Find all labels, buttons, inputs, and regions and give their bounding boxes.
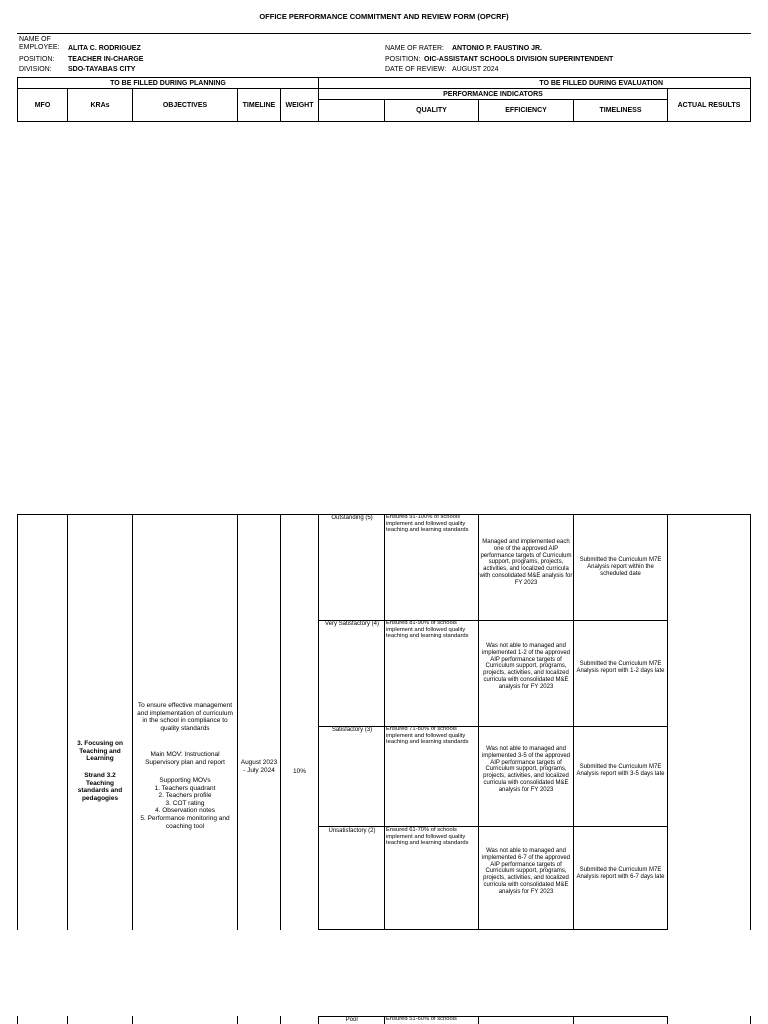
rater-name-value: ANTONIO P. FAUSTINO JR.: [452, 45, 542, 52]
quality-outstanding: Ensured 91-100% of schools implement and followed quality teaching and learning standards: [386, 514, 469, 534]
efficiency-very-satisfactory: Was not able to managed and implemented 1-2 of the approved AIP performance targets of Curriculum support, programs, projects, activities, and localized curricula with consolidated M&E analysis for FY 2023: [481, 643, 571, 690]
review-date-label: DATE OF REVIEW:: [385, 66, 447, 73]
employee-position-value: TEACHER IN-CHARGE: [68, 56, 144, 63]
rating-label-poor: Poor: [345, 1017, 359, 1023]
quality-satisfactory: Ensured 71-80% of schools implement and followed quality teaching and learning standards: [386, 726, 469, 746]
quality-unsatisfactory: Ensured 61-70% of schools implement and followed quality teaching and learning standards: [386, 827, 469, 847]
timeliness-header: TIMELINESS: [599, 107, 642, 114]
rating-label-unsatisfactory: Unsatisfactory (2): [328, 828, 376, 834]
form-title: OFFICE PERFORMANCE COMMITMENT AND REVIEW FORM (OPCRF): [259, 12, 509, 21]
efficiency-header: EFFICIENCY: [505, 107, 547, 114]
performance-indicators-header: PERFORMANCE INDICATORS: [443, 90, 543, 98]
rater-name-label: NAME OF RATER:: [385, 45, 444, 52]
timeline-header: TIMELINE: [242, 101, 276, 109]
objective-main: To ensure effective management and implementation of curriculum in the school in compliance to quality standards: [137, 702, 233, 732]
rater-position-value: OIC-ASSISTANT SCHOOLS DIVISION SUPERINTENDENT: [424, 56, 614, 63]
quality-header: QUALITY: [416, 107, 447, 114]
timeline-value: August 2023 - July 2024: [240, 759, 278, 774]
weight-value: 10%: [292, 768, 306, 775]
employee-position-label: POSITION:: [19, 56, 55, 63]
weight-header: WEIGHT: [285, 101, 314, 109]
employee-name-label: NAME OF EMPLOYEE:: [19, 36, 60, 51]
rating-label-satisfactory: Satisfactory (3): [331, 727, 373, 733]
employee-name-value: ALITA C. RODRIGUEZ: [68, 45, 141, 52]
objectives-header: OBJECTIVES: [162, 101, 208, 109]
quality-poor: Ensured 51-60% of schools: [386, 1016, 457, 1022]
employee-division-label: DIVISION:: [19, 66, 52, 73]
header-top-border: [17, 33, 751, 34]
rating-label-very-satisfactory: Very Satisfactory (4): [324, 621, 380, 627]
planning-header: TO BE FILLED DURING PLANNING: [110, 79, 226, 87]
efficiency-unsatisfactory: Was not able to managed and implemented 6-7 of the approved AIP performance targets of Curriculum support, programs, projects, activities, and localized curricula with consolidated M&E analysis for FY 2023: [481, 848, 571, 895]
evaluation-header: TO BE FILLED DURING EVALUATION: [539, 79, 663, 87]
timeliness-unsatisfactory: Submitted the Curriculum M7E Analysis report with 6-7 days late: [576, 867, 665, 880]
quality-very-satisfactory: Ensured 81-90% of schools implement and followed quality teaching and learning standards: [386, 620, 469, 640]
timeliness-very-satisfactory: Submitted the Curriculum M7E Analysis report with 1-2 days late: [576, 661, 665, 674]
efficiency-outstanding: Managed and implemented each one of the approved AIP performance targets of Curriculum support, programs, projects, activities, and localized curricula with consolidated M&E analysis for FY 2023: [479, 539, 573, 586]
kras-header: KRAs: [90, 101, 110, 109]
kra-strand: Strand 3.2 Teaching standards and pedagogies: [77, 772, 123, 802]
timeliness-outstanding: Submitted the Curriculum M7E Analysis report within the scheduled date: [579, 557, 662, 577]
review-date-value: AUGUST 2024: [452, 66, 499, 73]
rating-label-outstanding: Outstanding (5): [331, 515, 373, 521]
supporting-movs: Supporting MOVs 1. Teachers quadrant 2. Teachers profile 3. COT rating 4. Observation notes 5. Performance monitoring and coaching tool: [140, 777, 230, 830]
kra-title: 3. Focusing on Teaching and Learning: [77, 740, 123, 763]
actual-results-header: ACTUAL RESULTS: [677, 101, 741, 109]
rater-position-label: POSITION:: [385, 56, 421, 63]
efficiency-satisfactory: Was not able to managed and implemented 3-5 of the approved AIP performance targets of Curriculum support, programs, projects, activities, and localized curricula with consolidated M&E analysis for FY 2023: [481, 746, 571, 793]
mfo-header: MFO: [34, 101, 51, 109]
main-mov: Main MOV: Instructional Supervisory plan and report: [145, 751, 225, 766]
timeliness-satisfactory: Submitted the Curriculum M7E Analysis report with 3-5 days late: [576, 764, 665, 777]
employee-division-value: SDO-TAYABAS CITY: [68, 66, 136, 73]
